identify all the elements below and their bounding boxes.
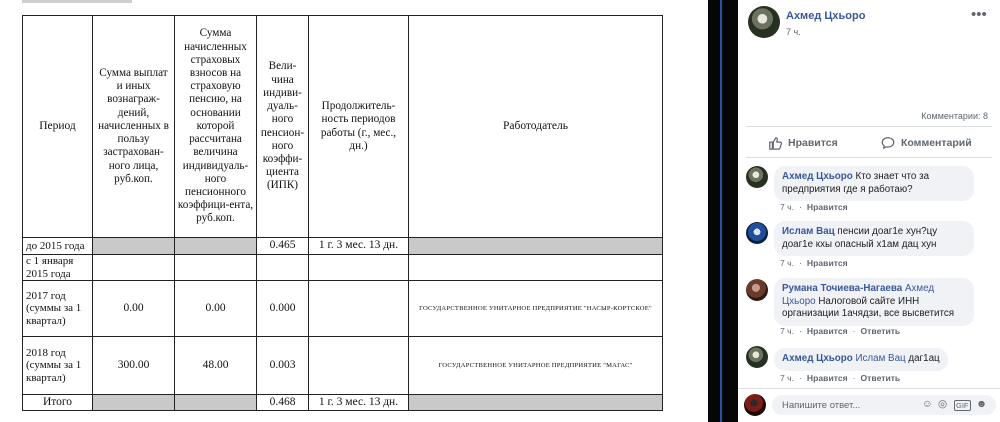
comment-mention[interactable]: Ислам Вац [855,353,906,364]
comment-button[interactable] [881,136,972,150]
comment-avatar[interactable] [746,222,768,244]
viewer-background [708,0,738,422]
post-author-avatar[interactable] [748,6,780,38]
header-employer: Работодатель [409,16,663,238]
cell-sum-payments [93,395,175,411]
cell-employer [409,238,663,255]
table-header-row [23,16,663,238]
table-row [23,255,663,281]
cell-ipk [257,255,309,281]
comment-mention[interactable]: Ахмед Цхьоро [782,283,935,307]
table-row [23,238,663,255]
header-ipk: Вели-чина индиви-дуаль-ного пенсион-ного коэффи-циента (ИПК) [257,16,309,238]
pension-statement-table [22,15,663,411]
cell-sum-payments: 0.00 [93,281,175,337]
cell-sum-contributions [175,255,257,281]
thumbs-up-icon [768,136,782,150]
comment-like-link[interactable]: Нравится [806,326,848,336]
comment-like-link[interactable]: Нравится [806,258,848,268]
comment-like-link[interactable]: Нравится [806,373,848,383]
comment-meta: 7 ч. · Нравится · Ответить [780,373,901,383]
cell-employer [409,395,663,411]
comment-text: Налоговой сайте ИНН организации 1ачядзи, все высветится [782,295,955,320]
comment-like-link[interactable]: Нравится [806,202,848,212]
comment-time[interactable]: 7 ч. [780,326,795,336]
gif-icon[interactable]: GIF [956,401,969,410]
cell-employer: ГОСУДАРСТВЕННОЕ УНИТАРНОЕ ПРЕДПРИЯТИЕ "НАСЫР-КОРТСКОЕ" [409,281,663,337]
camera-icon[interactable]: ◎ [938,398,948,410]
like-label: Нравится [788,137,838,149]
comments-count[interactable]: Комментарии: 8 [921,111,988,121]
comment-author[interactable]: Ахмед Цхьоро [782,171,853,182]
cell-duration [309,281,409,337]
comment-reply-link[interactable]: Ответить [860,326,901,336]
comment-avatar[interactable] [746,346,768,368]
cell-period: до 2015 года [23,238,93,255]
table-row [23,281,663,337]
cell-sum-contributions: 48.00 [175,337,257,395]
cell-duration [309,337,409,395]
cell-period: с 1 января 2015 года [23,255,93,281]
cell-employer [409,255,663,281]
cell-duration: 1 г. 3 мес. 13 дн. [309,395,409,411]
comment-author[interactable]: Румана Точиева-Нагаева [782,283,903,294]
post-timestamp[interactable]: 7 ч. [786,27,801,37]
comment-meta: 7 ч. · Нравится [780,258,848,268]
post-author-name[interactable]: Ахмед Цхьоро [786,10,866,22]
comment-icon [881,136,895,150]
table-total-row [23,395,663,411]
comment-bubble [774,221,974,256]
comment-label: Комментарий [901,137,972,149]
comment-bubble [774,166,974,201]
viewer-edge-line [720,0,722,422]
comment-author[interactable]: Ислам Вац [782,226,835,237]
divider [746,157,992,158]
cell-sum-contributions: 0.00 [175,281,257,337]
sticker-icon[interactable]: ☻ [976,398,988,410]
comment-reply-link[interactable]: Ответить [860,373,901,383]
cell-ipk: 0.003 [257,337,309,395]
comment-text: пенсии доаг1е хун?цу доаг1е кхы опасный х1ам дац хун [782,226,938,250]
cell-ipk: 0.468 [257,395,309,411]
cell-sum-payments: 300.00 [93,337,175,395]
cell-period: 2018 год (суммы за 1 квартал) [23,337,93,395]
comment-time[interactable]: 7 ч. [780,373,795,383]
comment-time[interactable]: 7 ч. [780,258,795,268]
comment-bubble [774,348,948,371]
comment-text: Кто знает что за предприятия где я работаю? [782,171,930,195]
comment-meta: 7 ч. · Нравится · Ответить [780,326,901,336]
divider [746,126,992,127]
cell-sum-contributions [175,395,257,411]
ellipsis-icon[interactable]: ••• [971,6,987,23]
comment-time[interactable]: 7 ч. [780,202,795,212]
comment-avatar[interactable] [746,279,768,301]
comment-avatar[interactable] [746,166,768,188]
comment-text: даг1ац [908,353,940,364]
cell-period: 2017 год (суммы за 1 квартал) [23,281,93,337]
header-sum-contributions: Сумма начисленных страховых взносов на страховую пенсию, на основании которой рассчитана величина индивидуаль-ного пенсионного коэффици-ента, руб.коп. [175,16,257,238]
header-sum-payments: Сумма выплат и иных вознаграж-дений, начисленных в пользу застрахован-ного лица, руб.коп. [93,16,175,238]
comment-author[interactable]: Ахмед Цхьоро [782,353,853,364]
cell-sum-payments [93,238,175,255]
emoji-icon[interactable]: ☺ [922,398,933,410]
reply-composer [738,388,1000,418]
cell-employer: ГОСУДАРСТВЕННОЕ УНИТАРНОЕ ПРЕДПРИЯТИЕ "МАГАС" [409,337,663,395]
header-period: Период [23,16,93,238]
cell-ipk: 0.465 [257,238,309,255]
comment-bubble [774,278,974,326]
cell-duration [309,255,409,281]
cell-period: Итого [23,395,93,411]
table-row [23,337,663,395]
comment-meta: 7 ч. · Нравится [780,202,848,212]
composer-avatar [744,394,766,416]
cropped-heading-line [22,0,132,3]
cell-ipk: 0.000 [257,281,309,337]
cell-sum-contributions [175,238,257,255]
header-duration: Продолжитель-ность периодов работы (г., мес., дн.) [309,16,409,238]
comments-panel [738,0,1000,422]
cell-sum-payments [93,255,175,281]
cell-duration: 1 г. 3 мес. 13 дн. [309,238,409,255]
like-button[interactable] [768,136,838,150]
